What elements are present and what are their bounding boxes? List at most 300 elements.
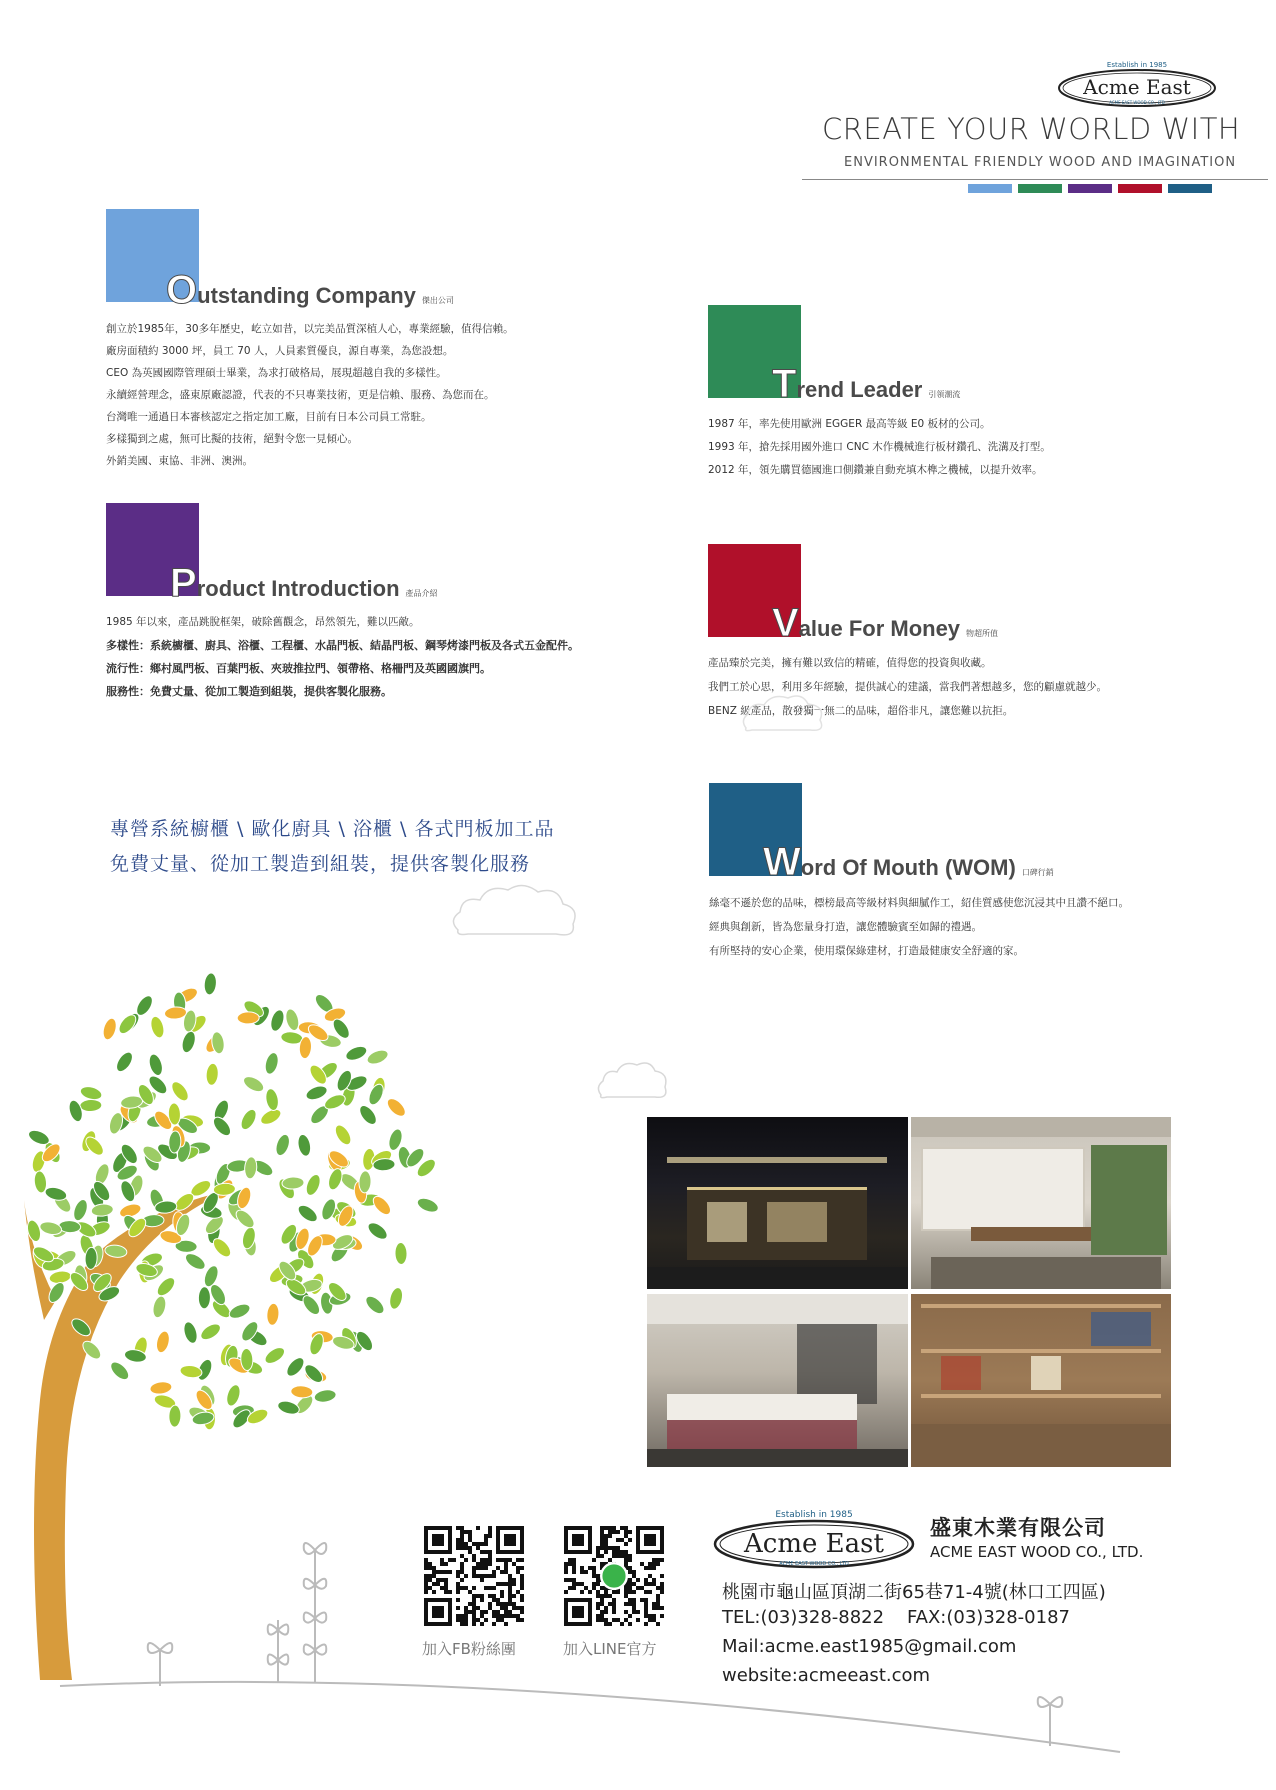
- qr-module: [660, 1558, 664, 1562]
- wom-line: 絲毫不遜於您的品味，標榜最高等級材料與細膩作工，紹佳質感使您沉浸其中且讚不絕口。: [709, 897, 1129, 909]
- qr-module: [600, 1546, 604, 1550]
- qr-module: [520, 1578, 524, 1582]
- qr-module: [496, 1598, 500, 1602]
- qr-module: [472, 1558, 476, 1562]
- tree-leaf: [183, 1250, 208, 1272]
- qr-module: [632, 1574, 636, 1578]
- qr-module: [488, 1602, 492, 1606]
- qr-module: [516, 1558, 520, 1562]
- qr-module: [624, 1558, 628, 1562]
- tree-leaf: [358, 1171, 371, 1194]
- qr-module: [464, 1622, 468, 1626]
- qr-module: [596, 1578, 600, 1582]
- tree-leaf: [108, 1359, 132, 1383]
- tree-leaf: [101, 1017, 119, 1041]
- qr-module: [488, 1574, 492, 1578]
- qr-module: [472, 1602, 476, 1606]
- qr-module: [652, 1562, 656, 1566]
- qr-module: [432, 1574, 436, 1578]
- qr-module: [620, 1554, 624, 1558]
- qr-module: [504, 1606, 508, 1610]
- qr-module: [440, 1570, 444, 1574]
- qr-module: [476, 1574, 480, 1578]
- qr-module: [608, 1558, 612, 1562]
- qr-module: [468, 1602, 472, 1606]
- qr-module: [488, 1526, 492, 1530]
- qr-module: [612, 1590, 616, 1594]
- qr-module: [648, 1614, 652, 1618]
- qr-module: [632, 1582, 636, 1586]
- wom-line: 經典與創新，皆為您量身打造，讓您體驗賓至如歸的禮遇。: [709, 921, 982, 933]
- qr-module: [600, 1562, 604, 1566]
- tree-leaf: [268, 1008, 286, 1033]
- tree-leaf: [224, 1383, 242, 1408]
- qr-module: [516, 1566, 520, 1570]
- cloud-icon: [595, 1057, 673, 1103]
- qr-module: [652, 1558, 656, 1562]
- qr-module: [608, 1594, 612, 1598]
- qr-module: [616, 1546, 620, 1550]
- fb-qr-code[interactable]: [424, 1526, 524, 1626]
- qr-module: [612, 1610, 616, 1614]
- qr-module: [432, 1570, 436, 1574]
- wom-title: [763, 842, 1054, 882]
- tree-leaf: [395, 1242, 408, 1264]
- qr-module: [568, 1558, 572, 1562]
- outstanding-line: 創立於1985年，30多年歷史，屹立如昔，以完美品質深植人心，專業經驗，值得信賴。: [106, 323, 514, 335]
- qr-module: [580, 1566, 584, 1570]
- qr-module: [436, 1570, 440, 1574]
- qr-module: [504, 1614, 508, 1618]
- wom-line: 有所堅持的安心企業，使用環保綠建材，打造最健康安全舒適的家。: [709, 945, 1024, 957]
- qr-module: [616, 1550, 620, 1554]
- tree-leaf: [332, 1122, 354, 1147]
- qr-module: [424, 1578, 428, 1582]
- qr-module: [596, 1618, 600, 1622]
- photo-bookshelf: [911, 1294, 1171, 1467]
- qr-module: [624, 1602, 628, 1606]
- tree-leaf: [154, 1330, 171, 1354]
- qr-module: [512, 1594, 516, 1598]
- qr-module: [484, 1534, 488, 1538]
- tree-leaf: [262, 1344, 287, 1366]
- trend-line: 1987 年，率先使用歐洲 EGGER 最高等級 E0 板材的公司。: [708, 418, 991, 430]
- qr-module: [600, 1602, 604, 1606]
- qr-module: [488, 1534, 492, 1538]
- qr-module: [484, 1550, 488, 1554]
- tree-leaf: [179, 1364, 202, 1379]
- qr-module: [480, 1542, 484, 1546]
- qr-module: [512, 1602, 516, 1606]
- qr-module: [460, 1542, 464, 1546]
- qr-module: [520, 1618, 524, 1622]
- qr-module: [496, 1602, 500, 1606]
- qr-module: [636, 1618, 640, 1622]
- qr-module: [440, 1586, 444, 1590]
- qr-module: [644, 1606, 648, 1610]
- qr-module: [472, 1574, 476, 1578]
- qr-module: [496, 1614, 500, 1618]
- qr-module: [660, 1582, 664, 1586]
- tree-leaf: [149, 1380, 172, 1395]
- wom-title-cn: 口碑行銷: [1021, 868, 1054, 877]
- qr-module: [612, 1530, 616, 1534]
- qr-module: [600, 1554, 604, 1558]
- qr-module: [460, 1562, 464, 1566]
- qr-module: [464, 1614, 468, 1618]
- qr-module: [500, 1558, 504, 1562]
- qr-module: [624, 1530, 628, 1534]
- value-line: 我們工於心思，利用多年經驗，提供誠心的建議，當我們著想越多，您的顧慮就越少。: [708, 681, 1107, 693]
- product-line: 多樣性：系統櫥櫃、廚具、浴櫃、工程櫃、水晶門板、結晶門板、鋼琴烤漆門板及各式五金配件。: [106, 639, 579, 652]
- qr-module: [616, 1530, 620, 1534]
- tree-leaf: [169, 1405, 182, 1427]
- tree-leaf: [313, 1388, 337, 1404]
- tree-leaf: [244, 1156, 258, 1179]
- trend-line: 1993 年，搶先採用國外進口 CNC 木作機械進行板材鑽孔、洗溝及打型。: [708, 441, 1051, 453]
- qr-module: [644, 1582, 648, 1586]
- sprout-icon: [1030, 1690, 1070, 1746]
- tree-leaf: [264, 1088, 280, 1112]
- qr-module: [640, 1586, 644, 1590]
- qr-module: [508, 1582, 512, 1586]
- qr-module: [496, 1582, 500, 1586]
- logo-established: Establish in 1985: [1106, 61, 1168, 69]
- qr-module: [624, 1554, 628, 1558]
- tree-leaf: [365, 1220, 390, 1243]
- qr-module: [608, 1526, 612, 1530]
- qr-module: [572, 1558, 576, 1562]
- qr-module: [604, 1546, 608, 1550]
- qr-module: [488, 1530, 492, 1534]
- product-line: 1985 年以來，產品跳脫框架，破除舊觀念，昂然領先，難以匹敵。: [106, 616, 420, 628]
- qr-module: [460, 1586, 464, 1590]
- qr-module: [436, 1582, 440, 1586]
- qr-module: [656, 1602, 660, 1606]
- qr-module: [440, 1578, 444, 1582]
- color-bar-blue: [968, 184, 1012, 193]
- qr-module: [568, 1562, 572, 1566]
- trend-title-cn: 引領潮流: [928, 390, 961, 399]
- qr-module: [628, 1558, 632, 1562]
- company-email[interactable]: Mail:acme.east1985@gmail.com: [722, 1636, 1017, 1657]
- qr-module: [504, 1582, 508, 1586]
- tree-leaf: [169, 1079, 192, 1104]
- qr-module: [504, 1610, 508, 1614]
- qr-module: [600, 1618, 604, 1622]
- qr-module: [616, 1590, 620, 1594]
- qr-module: [600, 1610, 604, 1614]
- qr-module: [452, 1558, 456, 1562]
- sprout-icon: [140, 1636, 180, 1686]
- qr-module: [508, 1578, 512, 1582]
- qr-module: [516, 1614, 520, 1618]
- qr-module: [600, 1530, 604, 1534]
- trend-body: [708, 413, 1051, 482]
- qr-module: [460, 1534, 464, 1538]
- qr-module: [576, 1582, 580, 1586]
- qr-module: [480, 1566, 484, 1570]
- qr-module: [440, 1558, 444, 1562]
- acme-east-logo-footer: [712, 1506, 917, 1572]
- qr-module: [492, 1614, 496, 1618]
- qr-module: [628, 1598, 632, 1602]
- value-letter: V: [772, 601, 799, 645]
- qr-module: [444, 1570, 448, 1574]
- qr-module: [468, 1546, 472, 1550]
- qr-module: [508, 1586, 512, 1590]
- qr-module: [660, 1586, 664, 1590]
- qr-module: [428, 1566, 432, 1570]
- qr-module: [500, 1602, 504, 1606]
- qr-module: [600, 1526, 604, 1530]
- fb-qr-label: 加入FB粉絲團: [422, 1640, 516, 1658]
- qr-module: [628, 1538, 632, 1542]
- tree-leaf: [384, 1095, 408, 1119]
- qr-module: [460, 1526, 464, 1530]
- qr-module: [464, 1558, 468, 1562]
- outstanding-letter: O: [166, 268, 198, 312]
- value-title-text: alue For Money: [798, 616, 961, 641]
- qr-module: [424, 1586, 428, 1590]
- qr-module: [600, 1614, 604, 1618]
- color-bar-teal: [1168, 184, 1212, 193]
- qr-module: [660, 1574, 664, 1578]
- qr-module: [496, 1618, 500, 1622]
- qr-module: [644, 1590, 648, 1594]
- qr-module: [648, 1566, 652, 1570]
- qr-module: [500, 1594, 504, 1598]
- qr-module: [564, 1590, 568, 1594]
- qr-module: [608, 1602, 612, 1606]
- qr-module: [424, 1574, 428, 1578]
- qr-module: [604, 1534, 608, 1538]
- qr-module: [620, 1622, 624, 1626]
- wom-title-text: ord Of Mouth (WOM): [800, 855, 1016, 880]
- qr-module: [644, 1622, 648, 1626]
- qr-module: [468, 1590, 472, 1594]
- qr-module: [488, 1562, 492, 1566]
- qr-module: [592, 1574, 596, 1578]
- qr-module: [460, 1618, 464, 1622]
- qr-module: [484, 1562, 488, 1566]
- qr-module: [484, 1566, 488, 1570]
- tree-leaf: [266, 1303, 280, 1326]
- outstanding-title-text: utstanding Company: [197, 283, 416, 308]
- qr-module: [656, 1562, 660, 1566]
- value-title: [772, 603, 998, 643]
- qr-module: [480, 1578, 484, 1582]
- qr-module: [476, 1566, 480, 1570]
- qr-module: [580, 1582, 584, 1586]
- qr-module: [628, 1614, 632, 1618]
- qr-module: [504, 1622, 508, 1626]
- qr-module: [628, 1566, 632, 1570]
- qr-module: [656, 1622, 660, 1626]
- qr-module: [476, 1526, 480, 1530]
- qr-module: [604, 1610, 608, 1614]
- photo-meeting-room: [647, 1294, 908, 1467]
- qr-module: [624, 1610, 628, 1614]
- qr-module: [468, 1538, 472, 1542]
- qr-module: [520, 1594, 524, 1598]
- qr-module: [456, 1606, 460, 1610]
- qr-module: [492, 1570, 496, 1574]
- qr-module: [652, 1614, 656, 1618]
- qr-module: [480, 1562, 484, 1566]
- qr-module: [612, 1546, 616, 1550]
- tree-leaf: [80, 1099, 102, 1112]
- qr-module: [492, 1574, 496, 1578]
- qr-module: [628, 1586, 632, 1590]
- qr-module: [464, 1606, 468, 1610]
- qr-module: [632, 1570, 636, 1574]
- qr-module: [644, 1534, 656, 1546]
- qr-module: [500, 1618, 504, 1622]
- qr-module: [572, 1578, 576, 1582]
- qr-module: [480, 1594, 484, 1598]
- line-qr-label: 加入LINE官方: [563, 1640, 657, 1658]
- tree-leaf: [388, 1286, 405, 1310]
- qr-module: [500, 1614, 504, 1618]
- qr-module: [468, 1530, 472, 1534]
- qr-module: [500, 1582, 504, 1586]
- qr-module: [504, 1558, 508, 1562]
- qr-module: [456, 1574, 460, 1578]
- qr-module: [424, 1590, 428, 1594]
- qr-module: [496, 1558, 500, 1562]
- qr-module: [472, 1542, 476, 1546]
- footer-logo-sub: ACME EAST WOOD CO., LTD: [779, 1561, 849, 1567]
- qr-module: [464, 1574, 468, 1578]
- photo-office-desk: [911, 1117, 1171, 1289]
- qr-module: [624, 1562, 628, 1566]
- qr-module: [480, 1558, 484, 1562]
- qr-module: [476, 1562, 480, 1566]
- qr-module: [596, 1590, 600, 1594]
- qr-module: [428, 1586, 432, 1590]
- qr-module: [660, 1614, 664, 1618]
- qr-module: [652, 1566, 656, 1570]
- qr-module: [628, 1578, 632, 1582]
- qr-module: [520, 1566, 524, 1570]
- wom-letter: W: [763, 840, 801, 884]
- qr-module: [640, 1598, 644, 1602]
- qr-module: [520, 1606, 524, 1610]
- tree-leaf: [304, 1083, 329, 1102]
- qr-module: [632, 1602, 636, 1606]
- qr-module: [472, 1554, 476, 1558]
- logo-sub: ACME EAST WOOD CO., LTD: [1109, 100, 1165, 105]
- qr-module: [468, 1534, 472, 1538]
- photo-building-exterior: [647, 1117, 908, 1289]
- qr-module: [648, 1618, 652, 1622]
- qr-module: [460, 1538, 464, 1542]
- qr-module: [460, 1622, 464, 1626]
- qr-module: [640, 1562, 644, 1566]
- tree-leaf: [415, 1196, 440, 1215]
- product-letter: P: [170, 561, 197, 605]
- color-bar-green: [1018, 184, 1062, 193]
- qr-module: [648, 1590, 652, 1594]
- qr-module: [464, 1546, 468, 1550]
- qr-module: [476, 1618, 480, 1622]
- tree-leaf: [182, 1320, 200, 1345]
- tree-leaf: [203, 972, 217, 995]
- line-qr-code[interactable]: [564, 1526, 664, 1626]
- qr-module: [508, 1610, 512, 1614]
- qr-module: [624, 1618, 628, 1622]
- tree-leaf: [363, 1293, 387, 1317]
- qr-module: [572, 1566, 576, 1570]
- qr-module: [476, 1594, 480, 1598]
- tree-leaf: [344, 1044, 369, 1063]
- qr-module: [472, 1618, 476, 1622]
- qr-module: [588, 1566, 592, 1570]
- qr-module: [432, 1606, 444, 1618]
- qr-module: [488, 1558, 492, 1562]
- tree-leaf: [290, 1385, 313, 1399]
- product-body: [106, 610, 579, 703]
- qr-module: [472, 1570, 476, 1574]
- qr-module: [484, 1538, 488, 1542]
- tree-illustration: [0, 960, 460, 1680]
- qr-module: [600, 1542, 604, 1546]
- qr-module: [572, 1562, 576, 1566]
- tree-leaf: [180, 1030, 198, 1055]
- qr-module: [440, 1562, 444, 1566]
- qr-module: [448, 1558, 452, 1562]
- qr-module: [608, 1546, 612, 1550]
- qr-module: [644, 1602, 648, 1606]
- color-bar-purple: [1068, 184, 1112, 193]
- qr-module: [596, 1554, 600, 1558]
- tree-leaf: [113, 1049, 135, 1074]
- qr-module: [444, 1586, 448, 1590]
- qr-module: [504, 1570, 508, 1574]
- qr-module: [424, 1582, 428, 1586]
- qr-module: [424, 1558, 428, 1562]
- qr-module: [624, 1534, 628, 1538]
- qr-module: [456, 1582, 460, 1586]
- qr-module: [456, 1570, 460, 1574]
- tree-leaf: [241, 1074, 266, 1095]
- qr-module: [648, 1574, 652, 1578]
- qr-module: [644, 1614, 648, 1618]
- outstanding-title: [166, 270, 454, 310]
- qr-module: [464, 1610, 468, 1614]
- qr-module: [480, 1610, 484, 1614]
- tree-leaf: [147, 1053, 165, 1078]
- qr-module: [488, 1606, 492, 1610]
- qr-module: [432, 1590, 436, 1594]
- tree-leaf: [149, 1015, 167, 1039]
- qr-module: [612, 1554, 616, 1558]
- qr-module: [652, 1606, 656, 1610]
- qr-module: [448, 1590, 452, 1594]
- product-title-text: roduct Introduction: [196, 576, 400, 601]
- qr-module: [632, 1598, 636, 1602]
- tree-leaf: [238, 1107, 259, 1132]
- company-website[interactable]: website:acmeeast.com: [722, 1665, 931, 1686]
- slogan-line-1: 專營系統櫥櫃 \ 歐化廚具 \ 浴櫃 \ 各式門板加工品: [110, 818, 555, 840]
- tree-leaf: [25, 1219, 43, 1243]
- qr-module: [472, 1566, 476, 1570]
- qr-module: [632, 1610, 636, 1614]
- qr-module: [612, 1526, 616, 1530]
- qr-module: [620, 1538, 624, 1542]
- qr-module: [608, 1622, 612, 1626]
